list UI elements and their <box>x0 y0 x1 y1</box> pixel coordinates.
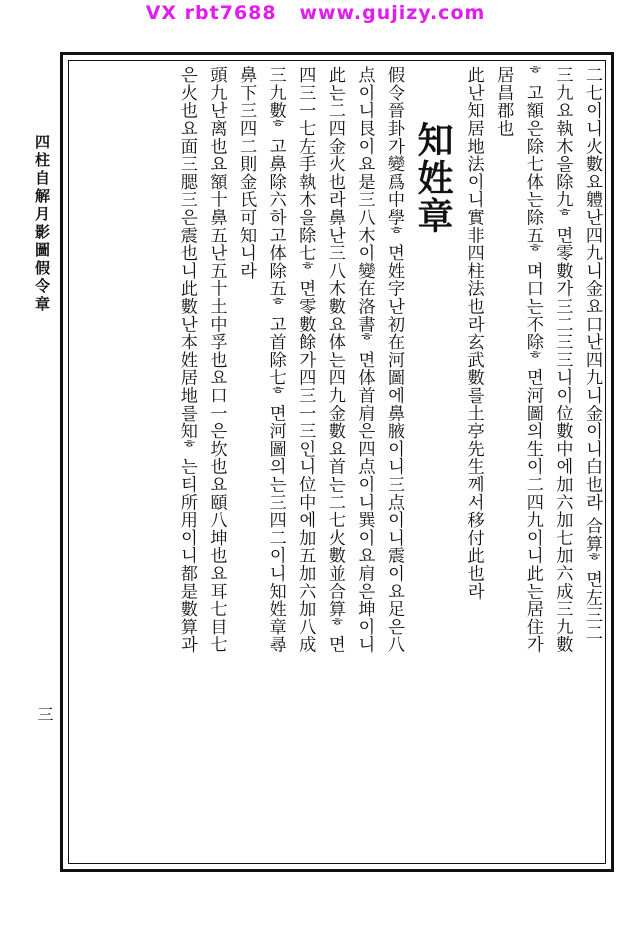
text-column: 二七이니火數요軆난四九니金요口난四九니金이니白也라 合算ᄒ면左三二 <box>582 66 602 642</box>
page-number: 三 <box>35 706 54 722</box>
text-column: ᄒ고額은除七体는除五ᄒ며口는不除ᄒ면河圖의生이二四九이니此는居住가 <box>522 66 543 654</box>
text-column: 假令晉卦가變爲中學ᄒ면姓字난初在河圖에鼻腋이니三点이니震이요足은八 <box>384 66 405 654</box>
text-column: 点이니艮이요是三八木이變在洛書ᄒ면体首肩은四点이니巽이요肩은坤이니 <box>354 66 375 654</box>
text-column: 鼻下三四二則金氏可知니라 <box>236 66 257 280</box>
watermark-text: VX rbt7688 www.gujizy.com <box>145 2 486 24</box>
text-column: 此난知居地法이니實非四柱法也라玄武數를土亭先生께서移付此也라 <box>463 66 484 600</box>
text-column: 三九數ᄒ고鼻除六하고体除五ᄒ고首除七ᄒ면河圖의는三四二이니知姓章尋 <box>265 66 286 654</box>
text-column: 三九요執木을除九ᄒ면零數가三二三三니이位數中에加六加七加六成三九數 <box>552 66 573 654</box>
text-column: 四三一七左手執木을除七ᄒ면零數餘가四三一三인니位中에加五加六加八成 <box>295 66 316 654</box>
text-column: 頭九난离也요額十鼻五난五十土中孚也요口一은坎也요頤八坤也요耳七目七 <box>206 66 227 654</box>
text-column: 은火也요面三腮三은震也니此數난本姓居地를知ᄒ는티所用이니都是數算과 <box>176 66 197 654</box>
chapter-title: 知姓章 <box>412 121 455 235</box>
text-column: 此는二四金火也라鼻난三八木數요体는四九金數요首는二七火數並合算ᄒ면 <box>324 66 345 654</box>
text-column: 居昌郡也 <box>493 66 514 138</box>
vertical-text-block <box>72 66 606 856</box>
running-header: 四柱自解月影圖假令章 <box>33 134 51 314</box>
